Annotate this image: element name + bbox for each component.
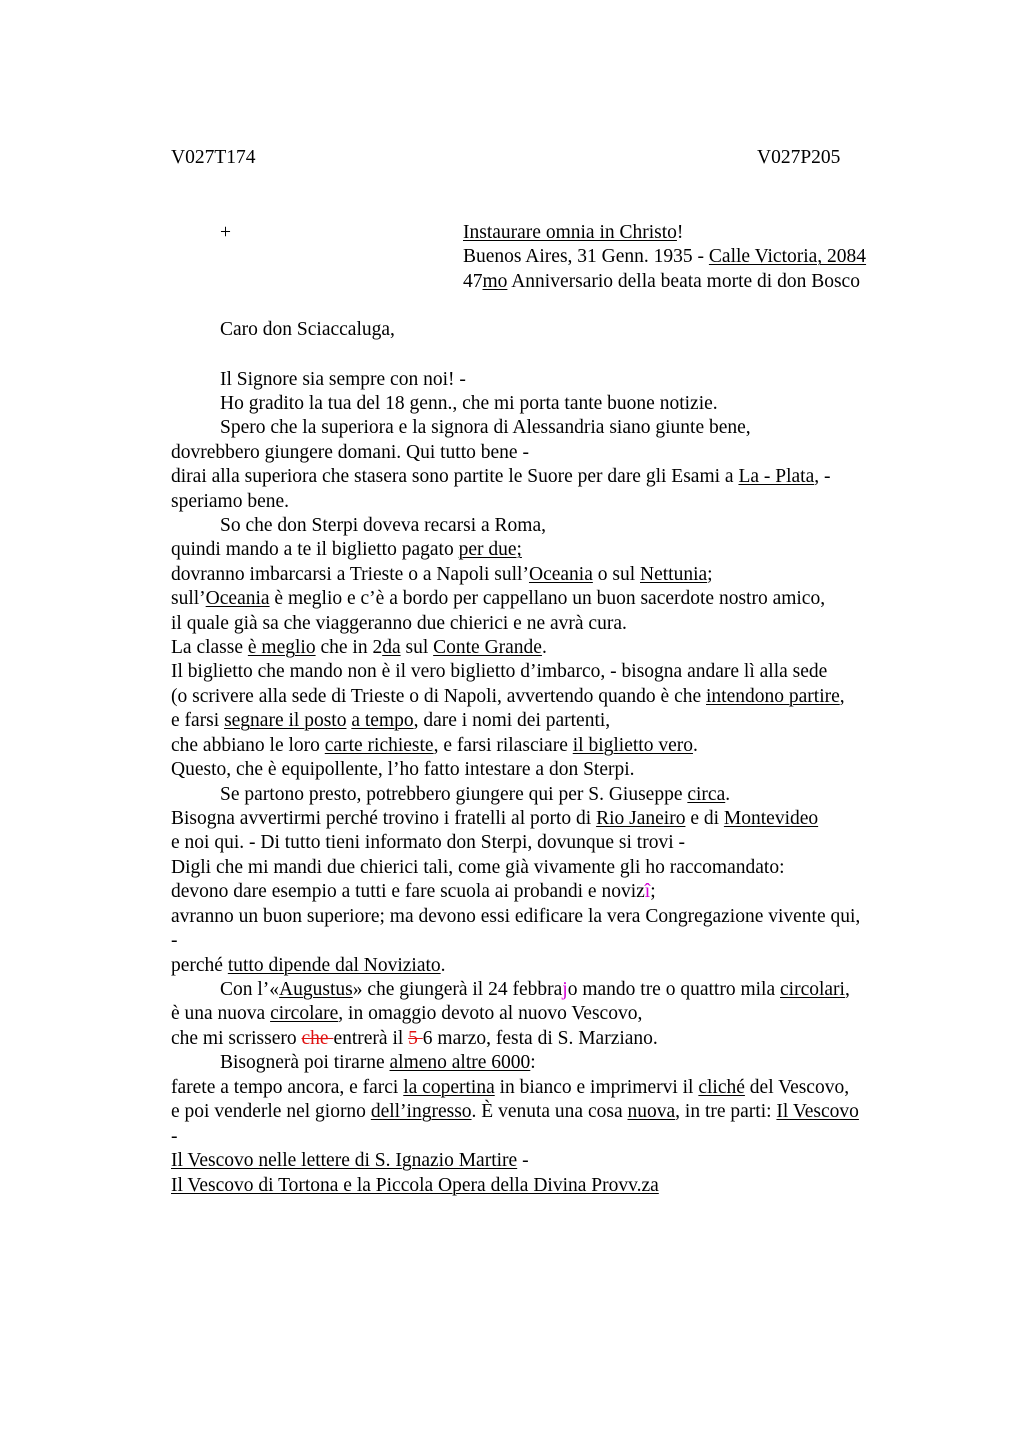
text-run: sull’: [171, 588, 206, 609]
underlined-text: Il Vescovo nelle lettere di S. Ignazio Martire: [171, 1150, 518, 1171]
body-line: Ho gradito la tua del 18 genn., che mi porta tante buone notizie.: [220, 393, 718, 414]
text-run: che mi scrissero: [171, 1028, 302, 1049]
document-code-left: V027T174: [171, 147, 256, 168]
body-line: [171, 1174, 659, 1198]
text-run: Con l’«: [220, 979, 280, 1000]
motto-text: Instaurare omnia in Christo: [463, 222, 677, 243]
body-line: [171, 1002, 642, 1026]
body-line: [171, 1149, 529, 1173]
deleted-text: 5: [408, 1028, 423, 1049]
underlined-text: segnare il posto: [224, 710, 347, 731]
body-line: So che don Sterpi doveva recarsi a Roma,: [220, 515, 546, 536]
underlined-text: circa: [687, 784, 726, 805]
underlined-text: il biglietto vero: [572, 735, 693, 756]
body-line: [171, 685, 845, 709]
text-run: del Vescovo,: [744, 1077, 850, 1098]
body-line: e noi qui. - Di tutto tieni informato don Sterpi, dovunque si trovi -: [171, 832, 685, 853]
text-run: -: [517, 1150, 529, 1171]
body-line: Questo, che è equipollente, l’ho fatto intestare a don Sterpi.: [171, 759, 635, 780]
body-line: avranno un buon superiore; ma devono essi edificare la vera Congregazione vivente qui,: [171, 906, 861, 927]
text-run: (o scrivere alla sede di Trieste o di Napoli, avvertendo quando è che: [171, 686, 707, 707]
text-run: dovranno imbarcarsi a Trieste o a Napoli sull’: [171, 564, 529, 585]
anniversary-ordinal: mo: [482, 271, 508, 292]
body-line: [171, 880, 656, 904]
text-run: che in 2: [315, 637, 383, 658]
place-date: Buenos Aires, 31 Genn. 1935 -: [463, 246, 709, 267]
insertion-mark: j: [562, 979, 568, 1000]
underlined-text: almeno altre 6000: [389, 1052, 531, 1073]
body-line: dovrebbero giungere domani. Qui tutto bene -: [171, 442, 529, 463]
anniversary-number: 47: [463, 271, 483, 292]
text-run: ;: [707, 564, 713, 585]
body-line: speriamo bene.: [171, 491, 290, 512]
body-line: [171, 1027, 658, 1051]
text-run: La classe: [171, 637, 248, 658]
underlined-text: Augustus: [279, 979, 353, 1000]
underlined-text: Conte Grande: [433, 637, 542, 658]
text-run: , in tre parti:: [675, 1101, 777, 1122]
body-line: Il biglietto che mando non è il vero biglietto d’imbarco, - bisogna andare lì alla sede: [171, 661, 828, 682]
underlined-text: Rio Janeiro: [596, 808, 686, 829]
text-run: » che giungerà il 24 febbra: [352, 979, 563, 1000]
underlined-text: Montevideo: [723, 808, 819, 829]
body-line: [171, 807, 818, 831]
underlined-text: per due;: [458, 539, 522, 560]
text-run: .: [541, 637, 547, 658]
body-line: il quale già sa che viaggeranno due chierici e ne avrà cura.: [171, 613, 627, 634]
text-run: :: [530, 1052, 536, 1073]
anniversary-line: [463, 270, 860, 294]
text-run: entrerà il: [333, 1028, 409, 1049]
text-run: .: [440, 955, 446, 976]
text-run: e poi venderle nel giorno: [171, 1101, 371, 1122]
body-line: [171, 1100, 859, 1124]
underlined-text: Il Vescovo di Tortona e la Piccola Opera della Divina Provv.za: [171, 1175, 659, 1196]
text-run: , dare i nomi dei partenti,: [413, 710, 611, 731]
place-date-line: [463, 245, 866, 269]
text-run: o mando tre o quattro mila: [567, 979, 780, 1000]
body-line: [171, 954, 446, 978]
salutation: Caro don Sciaccaluga,: [220, 319, 395, 340]
text-run: .: [692, 735, 698, 756]
underlined-text: intendono partire: [706, 686, 840, 707]
text-run: e di: [685, 808, 724, 829]
text-run: dirai alla superiora che stasera sono partite le Suore per dare gli Esami a: [171, 466, 739, 487]
text-run: ;: [650, 881, 656, 902]
motto-exclamation: !: [676, 222, 684, 243]
text-run: in bianco e imprimervi il: [494, 1077, 699, 1098]
body-line: [171, 465, 831, 489]
underlined-text: dell’ingresso: [370, 1101, 472, 1122]
underlined-text: da: [382, 637, 401, 658]
text-run: quindi mando a te il biglietto pagato: [171, 539, 459, 560]
body-line: Digli che mi mandi due chierici tali, come già vivamente gli ho raccomandato:: [171, 857, 785, 878]
text-run: che abbiano le loro: [171, 735, 325, 756]
text-run: perché: [171, 955, 228, 976]
underlined-text: circolari: [780, 979, 845, 1000]
text-run: sul: [400, 637, 434, 658]
underlined-text: La - Plata: [738, 466, 815, 487]
body-line: Spero che la superiora e la signora di Alessandria siano giunte bene,: [220, 417, 751, 438]
body-line: [171, 587, 825, 611]
body-line: [171, 734, 698, 758]
underlined-text: carte richieste: [324, 735, 434, 756]
body-line: Il Signore sia sempre con noi! -: [220, 369, 466, 390]
cross-mark: +: [220, 222, 231, 243]
underlined-text: è meglio: [247, 637, 316, 658]
text-run: devono dare esempio a tutti e fare scuola ai probandi e noviz: [171, 881, 645, 902]
body-line: [171, 636, 547, 660]
body-line: [220, 783, 730, 807]
underlined-text: Oceania: [205, 588, 270, 609]
underlined-text: cliché: [698, 1077, 745, 1098]
body-line: [171, 709, 610, 733]
text-run: farete a tempo ancora, e farci: [171, 1077, 404, 1098]
text-run: . È venuta una cosa: [471, 1101, 628, 1122]
underlined-text: a tempo: [351, 710, 414, 731]
text-run: ,: [844, 979, 850, 1000]
text-run: , in omaggio devoto al nuovo Vescovo,: [338, 1003, 643, 1024]
insertion-mark: î: [644, 881, 651, 902]
body-line: [171, 1076, 849, 1100]
text-run: , -: [814, 466, 831, 487]
text-run: e farsi: [171, 710, 225, 731]
text-run: ,: [839, 686, 845, 707]
underlined-text: Il Vescovo: [776, 1101, 859, 1122]
body-line: -: [171, 930, 178, 951]
text-run: è una nuova: [171, 1003, 271, 1024]
motto: [463, 221, 683, 245]
anniversary-text: Anniversario della beata morte di don Bosco: [507, 271, 860, 292]
text-run: Bisogna avvertirmi perché trovino i fratelli al porto di: [171, 808, 597, 829]
underlined-text: Nettunia: [640, 564, 708, 585]
text-run: .: [725, 784, 731, 805]
underlined-text: nuova: [627, 1101, 676, 1122]
underlined-text: Oceania: [528, 564, 593, 585]
text-run: , e farsi rilasciare: [433, 735, 573, 756]
body-line: -: [171, 1126, 178, 1147]
address: Calle Victoria, 2084: [708, 246, 867, 267]
text-run: 6 marzo, festa di S. Marziano.: [422, 1028, 658, 1049]
body-line: [220, 1051, 536, 1075]
text-run: è meglio e c’è a bordo per cappellano un buon sacerdote nostro amico,: [269, 588, 826, 609]
text-run: Se partono presto, potrebbero giungere qui per S. Giuseppe: [220, 784, 688, 805]
body-line: [171, 538, 522, 562]
body-line: [171, 563, 713, 587]
text-run: o sul: [592, 564, 640, 585]
text-run: Bisognerà poi tirarne: [220, 1052, 390, 1073]
document-code-right: V027P205: [757, 147, 841, 168]
body-line: [220, 978, 850, 1002]
underlined-text: la copertina: [403, 1077, 495, 1098]
underlined-text: tutto dipende dal Noviziato: [227, 955, 441, 976]
underlined-text: circolare: [270, 1003, 339, 1024]
deleted-text: che: [301, 1028, 334, 1049]
